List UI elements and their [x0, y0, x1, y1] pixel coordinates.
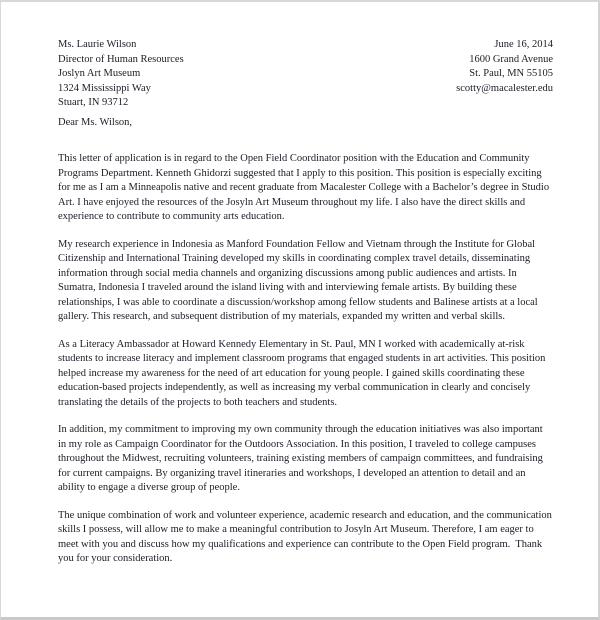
sender-address-block — [456, 38, 553, 96]
paragraph-literacy-ambassador: As a Literacy Ambassador at Howard Kennedy Elementary in St. Paul, MN I worked with academically at-risk students to increase literacy and implement classroom programs that engaged students in art activities. This position helped increase my awareness for the need of art education for young people. I gained skills coordinating these education-based projects independently, as well as increasing my verbal communication in clearly and concisely translating the details of the projects to both teachers and students. — [58, 338, 548, 408]
recipient-name: Ms. Laurie Wilson — [58, 39, 137, 50]
recipient-street: 1324 Mississippi Way — [58, 82, 151, 94]
paragraph-introduction: This letter of application is in regard to the Open Field Coordinator position with the Education and Community Programs Department. Kenneth Ghidorzi suggested that I apply to this position. This position is especially exciting for me as I am a Minneapolis native and recent graduate from Macalester College with a Bachelor’s degree in Studio Art. I have enjoyed the resources of the Josyln Art Museum throughout my life. I also have the direct skills and experience to contribute to community arts education. — [58, 153, 552, 222]
letter-header — [58, 38, 553, 111]
recipient-organization: Joslyn Art Museum — [58, 68, 141, 79]
paragraph-closing: The unique combination of work and volunteer experience, academic research and education, and the communication skills I possess, will allow me to make a meaningful contribution to Josyln Art Museum. Therefore, I am eager to meet with you and discuss how my qualifications and experience can contribute to the Open Field program. Thank you for your consideration. — [58, 509, 555, 564]
letter-body — [58, 152, 553, 567]
letter-date: June 16, 2014 — [494, 39, 553, 50]
paragraph-research-experience: My research experience in Indonesia as Manford Foundation Fellow and Vietnam through the Institute for Global Citizenship and International Training developed my skills in coordinating complex travel details, disseminating information through social media channels and organizing discussions among public audiences and artists. In Sumatra, Indonesia I traveled around the island living with and interviewing female artists. By building these relationships, I was able to coordinate a discussion/workshop among fellow students and Balinese artists at a local gallery. This research, and subsequent distribution of my materials, expanded my written and verbal skills. — [58, 238, 541, 322]
sender-street: 1600 Grand Avenue — [469, 53, 553, 65]
salutation: Dear Ms. Wilson, — [58, 116, 133, 128]
sender-city-state-zip: St. Paul, MN 55105 — [469, 68, 553, 79]
paragraph-campaign-coordinator: In addition, my commitment to improving my own community through the education initiatives was also important in my role as Campaign Coordinator for the Outdoors Association. In this position, I traveled to college campuses throughout the Midwest, recruiting volunteers, training existing members of campaign committees, and fundraising for current campaigns. By organizing travel itineraries and workshops, I developed an attention to detail and an ability to engage a diverse group of people. — [58, 424, 546, 493]
recipient-city-state-zip: Stuart, IN 93712 — [58, 97, 129, 108]
sender-email: scotty@macalester.edu — [456, 82, 553, 94]
recipient-title: Director of Human Resources — [58, 53, 184, 65]
recipient-address-block — [58, 38, 184, 111]
